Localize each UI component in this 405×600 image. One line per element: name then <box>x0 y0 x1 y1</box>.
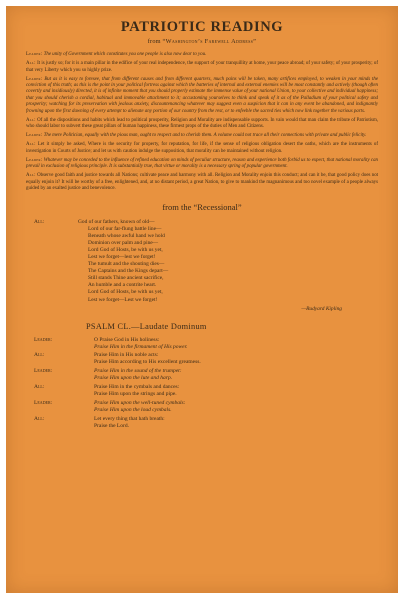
psalm-line: Praise Him upon the loud cymbals. <box>94 406 172 413</box>
psalm-line: Praise Him upon the well-tuned cymbals: <box>94 399 186 406</box>
psalm-row <box>26 337 378 351</box>
poem-author: —Rudyard Kipling <box>301 305 342 312</box>
reading-paragraph <box>26 118 378 131</box>
psalm-line: Praise Him according to His excellent greatness. <box>94 359 201 366</box>
speaker-label: Leader: <box>34 368 53 375</box>
speaker-label: All: <box>26 61 36 67</box>
reading-paragraph <box>26 61 378 74</box>
poem-line: Lord of our far-flung battle line— <box>88 225 162 232</box>
psalm-line: Praise Him in the cymbals and dances: <box>94 384 180 391</box>
poem-line: Lord God of Hosts, be with us yet, <box>88 289 163 296</box>
psalm-line: Praise Him in the sound of the trumpet: <box>94 368 182 375</box>
psalm-line: Praise Him upon the strings and pipe. <box>94 391 177 398</box>
recessional-poem <box>26 219 378 304</box>
reading-text: Of all the dispositions and habits which lead to political prosperity, Religion and Morality are indispensable supports. In vain would that man claim the tribute of Patriotism, who should labor to subvert these great pillars of human happiness, these firmest props of the duties of Men and Citizens. <box>26 117 378 130</box>
source-prefix: from <box>147 38 163 45</box>
poem-line: The tumult and the shouting dies— <box>88 261 165 268</box>
reading-text: The unity of Government which constitutes you one people is also now dear to you. <box>43 52 207 57</box>
psalm-text <box>94 384 378 398</box>
psalm-responses <box>26 337 378 430</box>
recessional-heading: from the “Recessional” <box>162 201 242 212</box>
psalm-row <box>26 416 378 430</box>
poem-line: Lest we forget—Lest we forget! <box>88 296 158 303</box>
speaker-label: All: <box>34 384 45 391</box>
poem-lines <box>78 219 378 304</box>
speaker-label: All: <box>26 142 36 148</box>
speaker-label: All: <box>34 218 45 225</box>
speaker-label: All: <box>34 415 45 422</box>
speaker-label: Leader: <box>34 336 53 343</box>
poem-line: Lest we forget—lest we forget! <box>88 254 156 260</box>
reading-paragraph <box>26 142 378 155</box>
psalm-line: Praise the Lord. <box>94 422 129 429</box>
psalm-row <box>26 400 378 414</box>
psalm-text <box>94 368 378 382</box>
speaker-label: All: <box>26 173 36 179</box>
psalm-row <box>26 352 378 366</box>
psalm-heading: PSALM CL.—Laudate Dominum <box>86 321 207 331</box>
speaker-label: Leader: <box>26 133 43 139</box>
page-content <box>26 19 378 431</box>
psalm-text <box>94 416 378 430</box>
poem-line: Dominion over palm and pine— <box>88 239 159 246</box>
reading-text: Let it simply be asked, Where is the security for property, for reputation, for life, if the sense of religious obligation desert the oaths, which are the instruments of investigation in Courts of Justice; and let us with caution indulge the supposition, that morality can be maintained without religion. <box>26 142 378 154</box>
poem-line: Beneath whose awful hand we hold <box>88 232 165 239</box>
poem-line: Lord God of Hosts, be with us yet, <box>88 246 163 253</box>
psalm-line: Praise Him in His noble acts: <box>94 352 159 359</box>
poem-line: Still stands Thine ancient sacrifice, <box>88 275 164 282</box>
speaker-label: All: <box>26 117 36 123</box>
poem-line: God of our fathers, known of old— <box>78 218 155 225</box>
psalm-line: Praise Him in the firmament of His power. <box>94 343 188 350</box>
reading-source <box>26 38 378 45</box>
reading-paragraphs <box>26 52 378 193</box>
poem-line: The Captains and the Kings depart— <box>88 268 169 275</box>
reading-text: It is justly so; for it is a main pillar in the edifice of your real independence, the support of your tranquillity at home, your peace abroad; of your safety; of your prosperity; of that very Liberty which you so highly prize. <box>26 61 378 73</box>
back-cover <box>6 6 398 593</box>
reading-paragraph <box>26 173 378 192</box>
reading-paragraph <box>26 52 378 58</box>
speaker-label: Leader: <box>26 52 43 57</box>
speaker-label: All: <box>34 352 45 359</box>
reading-text: Whatever may be conceded to the influence of refined education on minds of peculiar structure, reason and experience both forbid us to expect, that national morality can prevail in exclusion of religious principle. It is substantially true, that virtue or morality is a necessary spring of popular government. <box>26 157 378 170</box>
psalm-text <box>94 400 378 414</box>
speaker-label: Leader: <box>26 157 43 163</box>
reading-text: But as it is easy to foresee, that from different causes and from different quarters, much pains will be taken, many artifices employed, to weaken in your minds the conviction of this truth; as this is the point in your political fortress against which the batteries of internal and external enemies will be most constantly and actively (though often covertly and insidiously) directed, it is of infinite moment that you should properly estimate the immense value of your national Union, to your collective and individual happiness; that you should cherish a cordial, habitual and immovable attachment to it; accustoming yourselves to think and speak of it as of the Palladium of your political safety and prosperity; watching for its preservation with jealous anxiety, discountenancing whatever may suggest even a suspicion that it can in any event be abandoned, and indignantly frowning upon the first dawning of every attempt to alienate any portion of our country from the rest, or to enfeeble the sacred ties which now link together the various parts. <box>26 76 378 114</box>
source-title: “Washington’s Farewell Address” <box>162 38 257 45</box>
poem-line: An humble and a contrite heart. <box>88 282 157 289</box>
psalm-line: Praise Him upon the lute and harp. <box>94 375 173 382</box>
reading-text: Observe good faith and justice towards all Nations; cultivate peace and harmony with all. Religion and Morality enjoin this conduct; and can it be, that good policy does not equally enjoin it? It will be worthy of a free, enlightened, and, at no distant period, a great Nation, to give to mankind the magnanimous and too novel example of a people always guided by an exalted justice and benevolence. <box>26 173 378 192</box>
psalm-line: O Praise God in His holiness: <box>94 336 160 343</box>
speaker-label: Leader: <box>26 76 43 82</box>
psalm-row <box>26 368 378 382</box>
reading-text: The mere Politician, equally with the pious man, ought to respect and to cherish them. A volume could not trace all their connections with private and public felicity. <box>43 133 367 139</box>
speaker-label: Leader: <box>34 399 53 406</box>
psalm-text <box>94 352 378 366</box>
reading-paragraph <box>26 77 378 115</box>
reading-paragraph <box>26 133 378 139</box>
psalm-line: Let every thing that hath breath: <box>94 415 165 422</box>
psalm-text <box>94 337 378 351</box>
reading-paragraph <box>26 158 378 171</box>
page-title: PATRIOTIC READING <box>120 19 284 35</box>
psalm-row <box>26 384 378 398</box>
